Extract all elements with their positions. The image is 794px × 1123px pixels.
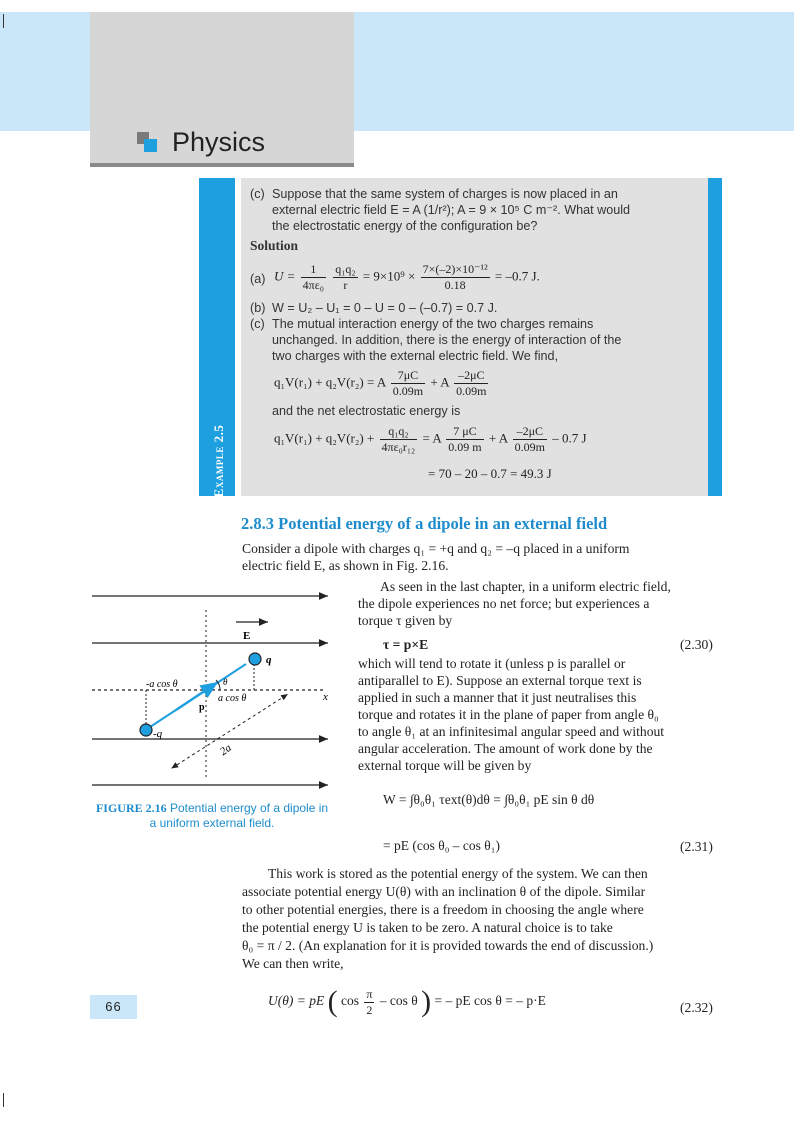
para-line-4: the potential energy U is taken to be zero. A natural choice is to take [242, 920, 613, 935]
sol-b-marker: (b) [250, 301, 266, 315]
sol-a-frac3: $\frac{\text{7×(–2)×10⁻¹²}}{0.18}$ [422, 262, 488, 292]
eq-2-30: τ = p×E [383, 637, 429, 652]
para-line-3: to other potential energies, there is a freedom in choosing the angle where [242, 902, 644, 917]
sol-a-marker: (a) [250, 272, 266, 286]
two-a-arrow [172, 694, 288, 768]
header-underline [90, 163, 354, 167]
eq3: = 70 – 20 – 0.7 = 49.3 J [428, 466, 552, 481]
sol-a-equation [274, 262, 540, 293]
eq1: q₁V(r₁) + q₂V(r₂) = A $\frac{7\mu C}{0.09m}$ + A $\frac{-2\mu C}{0.09m}$ [274, 368, 487, 398]
crop-mark [3, 1093, 4, 1107]
page-title: Physics [172, 127, 266, 157]
figure-caption-text: Potential energy of a dipole in a uniform external field. [149, 801, 329, 830]
sol-a-frac2: $\frac{\text{q₁q₂}}{r}$ [335, 262, 356, 292]
eq-work: W = ∫θ₀θ₁ τext(θ)dθ = ∫θ₀θ₁ pE sin θ dθ [383, 792, 595, 807]
label-a-cos-right: a cos θ [218, 693, 247, 704]
solution-label: Solution [250, 238, 299, 253]
label-a-cos-left: -a cos θ [146, 679, 178, 690]
col-line-2: the dipole experiences no net force; but experiences a [358, 596, 650, 611]
sol-a-result: = –0.7 J. [494, 268, 540, 284]
sol-a-mid: = 9×10⁹ × [362, 268, 416, 284]
intro-line-2: electric field E, as shown in Fig. 2.16. [242, 558, 449, 573]
sol-c-line-1: The mutual interaction energy of the two charges remains [272, 317, 594, 331]
col2-line-7: external torque will be given by [358, 758, 532, 773]
para-line-2: associate potential energy U(θ) with an inclination θ of the dipole. Similar [242, 884, 646, 899]
col2-line-4: torque and rotates it in the plane of paper from angle θ₀ [358, 707, 659, 722]
figure-2-16 [88, 582, 338, 792]
dipole-moment-arrow [176, 682, 218, 710]
sol-a-lhs: U = [274, 268, 296, 284]
crop-mark [3, 14, 4, 28]
label-E: E [243, 630, 251, 642]
eq-2-31: = pE (cos θ₀ – cos θ₁) [383, 838, 500, 853]
part-c-marker: (c) [250, 187, 265, 201]
example-label: Example 2.5 [211, 424, 226, 498]
para-line-5: θ₀ = π / 2. (An explanation for it is provided towards the end of discussion.) [242, 938, 654, 953]
intro-line-1: Consider a dipole with charges q₁ = +q and q₂ = –q placed in a uniform [242, 541, 630, 556]
sol-b-text: W = U₂ – U₁ = 0 – U = 0 – (–0.7) = 0.7 J. [272, 301, 498, 315]
figure-caption [92, 801, 332, 831]
col-line-3: torque τ given by [358, 613, 453, 628]
net-energy-text: and the net electrostatic energy is [272, 404, 461, 418]
col2-line-1: which will tend to rotate it (unless p is parallel or [358, 656, 626, 671]
label-neg-q: -q [153, 728, 163, 740]
col2-line-6: angular acceleration. The amount of work done by the [358, 741, 653, 756]
col2-line-3: applied in such a manner that it just neutralises this [358, 690, 637, 705]
label-x: x [323, 691, 328, 703]
label-theta: θ [223, 677, 228, 687]
eq-2-32-number: (2.32) [680, 1000, 713, 1015]
col-line-1: As seen in the last chapter, in a uniform electric field, [380, 579, 671, 594]
eq-2-31-number: (2.31) [680, 839, 713, 854]
part-c-line-2: external electric field E = A (1/r²); A = 9 × 10⁵ C m⁻². What would [272, 203, 630, 217]
label-p: p [199, 702, 205, 713]
sol-c-line-2: unchanged. In addition, there is the energy of interaction of the [272, 333, 622, 347]
eq-2-30-number: (2.30) [680, 637, 713, 652]
figure-caption-label: FIGURE 2.16 [95, 801, 167, 815]
label-2a: 2a [217, 741, 234, 759]
section-heading: 2.8.3 Potential energy of a dipole in an external field [241, 514, 608, 533]
eq2: q₁V(r₁) + q₂V(r₂) + $\frac{\text{q₁q₂}}{\text{4πε₀r₁₂}}$ = A $\frac{7 \mu C}{0.09 m}$ + A $\frac{-2\mu C}{0.09m}$ – 0.7 J [274, 424, 587, 454]
negative-charge [140, 724, 152, 736]
para-line-6: We can then write, [242, 956, 344, 971]
col2-line-5: to angle θ₁ at an infinitesimal angular speed and without [358, 724, 665, 739]
sol-c-marker: (c) [250, 317, 265, 331]
part-c-line-1: Suppose that the same system of charges is now placed in an [272, 187, 618, 201]
para-line-1: This work is stored as the potential energy of the system. We can then [268, 866, 648, 881]
col2-line-2: antiparallel to E). Suppose an external torque τext is [358, 673, 642, 688]
eq-2-32: U(θ) = pE ( cos $\frac{\pi}{2}$ – cos θ ) = – pE cos θ = – p·E [268, 985, 546, 1018]
example-right-bar [708, 178, 722, 496]
positive-charge [249, 653, 261, 665]
sol-a-frac1: $\frac{1}{\text{4πε₀}}$ [302, 262, 324, 292]
sol-c-line-3: two charges with the external electric field. We find, [272, 349, 559, 363]
page-number: 66 [105, 999, 122, 1014]
part-c-line-3: the electrostatic energy of the configuration be? [272, 219, 538, 233]
label-q: q [266, 654, 272, 666]
header-square-blue-icon [144, 139, 157, 152]
